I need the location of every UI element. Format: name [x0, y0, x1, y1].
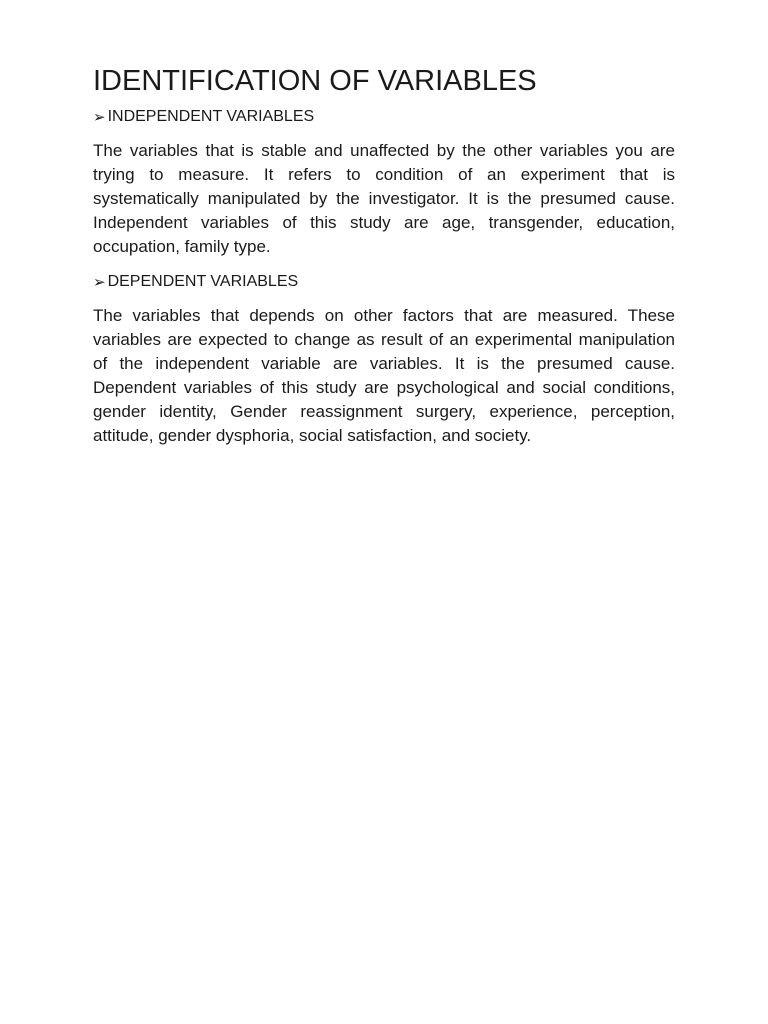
section-heading-label: INDEPENDENT VARIABLES	[107, 108, 315, 125]
page-title: IDENTIFICATION OF VARIABLES	[93, 65, 537, 97]
section-paragraph: The variables that depends on other factors that are measured. These variables are expected to change as result of an experimental manipulation of the independent variable are variables. It is the presumed cause. Dependent variables of this study are psychological and social conditions, gender identity, Gender reassignment surgery, experience, perception, attitude, gender dysphoria, social satisfaction, and society.	[93, 306, 675, 445]
arrow-bullet-icon: ➢	[93, 108, 106, 126]
section-independent-variables	[93, 106, 675, 259]
section-heading	[93, 106, 675, 128]
section-heading-label: DEPENDENT VARIABLES	[107, 273, 299, 290]
section-dependent-variables	[93, 271, 675, 448]
section-heading	[93, 271, 675, 293]
arrow-bullet-icon: ➢	[93, 273, 106, 291]
section-paragraph: The variables that is stable and unaffected by the other variables you are trying to measure. It refers to condition of an experiment that is systematically manipulated by the investigator. It is the presumed cause. Independent variables of this study are age, transgender, education, occupation, family type.	[93, 141, 675, 256]
document-page	[93, 62, 675, 460]
